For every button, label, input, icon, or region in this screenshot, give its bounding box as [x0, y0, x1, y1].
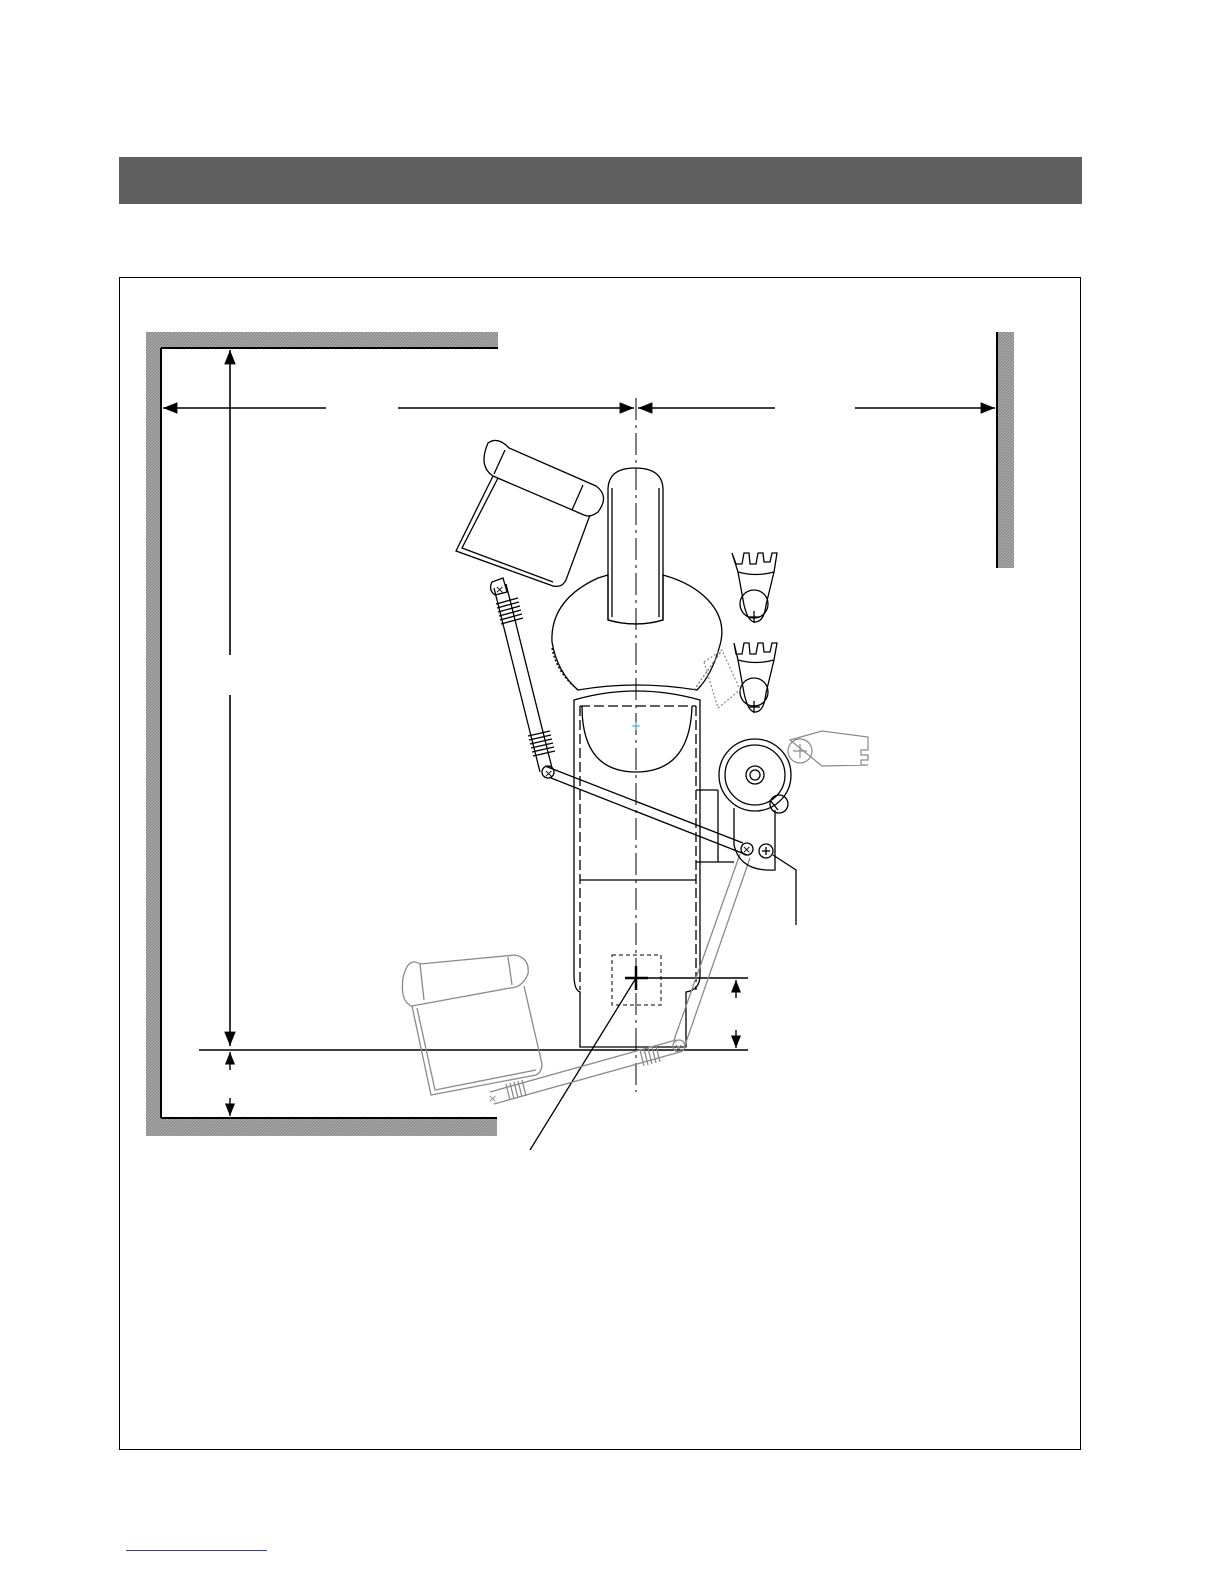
dentist-stool-arm [494, 583, 753, 856]
left-room-wall [146, 332, 161, 1136]
backrest [552, 575, 722, 690]
top-room-wall [146, 332, 498, 348]
right-room-wall [997, 332, 1014, 568]
svg-text:×: × [488, 1092, 498, 1105]
footer-link-underline[interactable] [126, 1550, 267, 1551]
svg-text:×: × [544, 767, 554, 780]
svg-text:×: × [495, 583, 505, 596]
cuspidor-unit [719, 739, 796, 925]
assistant-stool [402, 955, 542, 1095]
chair-seat-body [574, 691, 700, 1047]
dental-chair [552, 468, 734, 1047]
dentist-stool [456, 440, 604, 595]
svg-text:×: × [674, 1041, 684, 1054]
backrest-center-marker: + [631, 719, 642, 733]
assistant-stool-arm [488, 854, 750, 1105]
floor-anchor-marker [530, 955, 661, 1150]
svg-text:×: × [742, 843, 752, 856]
bottom-room-wall [146, 1118, 497, 1136]
saliva-ejector-holders [732, 553, 777, 713]
saliva-ejector-ghost-positions [704, 650, 868, 766]
